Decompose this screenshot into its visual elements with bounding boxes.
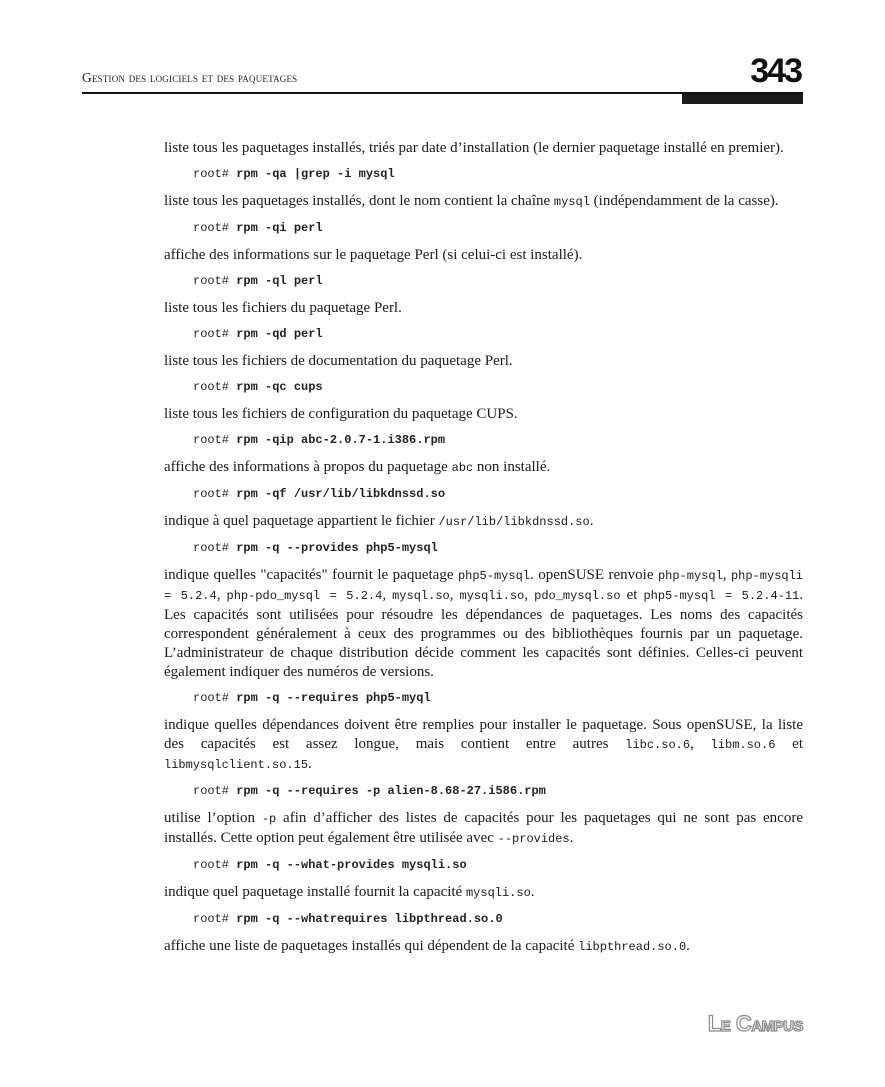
description-paragraph [164,716,803,775]
paragraph-text: , [722,567,731,583]
inline-code: libc.so.6 [625,738,691,752]
paragraph-text: indique à quel paquetage appartient le fichier [164,513,439,529]
shell-prompt: root# [193,858,237,872]
inline-code: libmysqlclient.so.15 [164,758,309,772]
shell-prompt: root# [193,221,237,235]
paragraph-text: indique quelles "capacités" fournit le paquetage [164,567,458,583]
inline-code: php5-mysql [457,569,530,583]
shell-command: rpm -qa |grep -i mysql [236,167,395,181]
inline-code: mysqli.so [459,589,525,603]
command-example [193,379,803,395]
paragraph-text: liste tous les fichiers du paquetage Perl. [164,300,402,316]
paragraph-text: . Les capacités sont utilisées pour résoudre les dépendances de paquetages. Les noms des capacités correspondent généralement à ceux des programmes ou des bibliothèques fournis par un paquetage. L’administrateur de chaque distribution décide comment les capacités sont définies. Celles-ci peuvent également indiquer des numéros de versions. [164,587,804,680]
chapter-title: Gestion des logiciels et des paquetages [82,70,298,85]
description-paragraph [164,299,803,318]
paragraph-text: affiche des informations sur le paquetage Perl (si celui-ci est installé). [164,247,583,263]
paragraph-text: indique quelles dépendances doivent être remplies pour installer le paquetage. Sous openSUSE, la liste des capacités est assez longue, mais contient entre autres [164,717,803,752]
inline-code: /usr/lib/libkdnssd.so [438,515,590,529]
paragraph-text: . [569,830,574,846]
description-paragraph [164,809,803,849]
shell-command: rpm -ql perl [236,274,323,288]
paragraph-text: , [216,587,227,603]
paragraph-text: , [382,587,393,603]
paragraph-text: affiche une liste de paquetages installés qui dépendent de la capacité [164,938,579,954]
inline-code: mysqli.so [465,886,531,900]
description-paragraph [164,512,803,532]
paragraph-text: . [589,513,594,529]
shell-command: rpm -qi perl [236,221,323,235]
shell-command: rpm -qip abc-2.0.7-1.i386.rpm [236,433,446,447]
shell-command: rpm -q --what-provides mysqli.so [236,858,467,872]
description-paragraph [164,405,803,424]
paragraph-text: , [690,736,711,752]
shell-prompt: root# [193,541,237,555]
inline-code: libpthread.so.0 [578,940,687,954]
command-example [193,857,803,873]
command-example [193,432,803,448]
paragraph-text: (indépendamment de la casse). [589,193,779,209]
inline-code: libm.so.6 [710,738,776,752]
shell-prompt: root# [193,380,237,394]
paragraph-text: affiche des informations à propos du paquetage [164,459,452,475]
shell-prompt: root# [193,327,237,341]
shell-prompt: root# [193,487,237,501]
command-example [193,166,803,182]
command-example [193,273,803,289]
paragraph-text: . [686,938,690,954]
description-paragraph [164,139,803,158]
paragraph-text: , [449,587,460,603]
shell-prompt: root# [193,167,237,181]
shell-command: rpm -qd perl [236,327,323,341]
description-paragraph [164,246,803,265]
command-example [193,326,803,342]
paragraph-text: indique quel paquetage installé fournit la capacité [164,884,466,900]
paragraph-text: . openSUSE renvoie [529,567,658,583]
page-number: 343 [750,52,801,90]
shell-prompt: root# [193,912,237,926]
paragraph-text: utilise l’option [164,810,262,826]
paragraph-text: afin d’afficher des listes de capacités pour les paquetages qui ne sont pas encore installés. Cette option peut également être utilisée avec [164,810,803,846]
shell-command: rpm -q --requires php5-myql [236,691,431,705]
command-example [193,486,803,502]
description-paragraph [164,192,803,212]
shell-prompt: root# [193,274,237,288]
description-paragraph [164,937,803,957]
paragraph-text: liste tous les fichiers de documentation du paquetage Perl. [164,353,513,369]
shell-command: rpm -q --whatrequires libpthread.so.0 [236,912,503,926]
shell-command: rpm -q --provides php5-mysql [236,541,438,555]
paragraph-text: . [530,884,535,900]
description-paragraph [164,458,803,478]
shell-command: rpm -q --requires -p alien-8.68-27.i586.rpm [236,784,546,798]
description-paragraph [164,883,803,903]
inline-code: php-pdo_mysql = 5.2.4 [226,589,383,603]
description-paragraph [164,566,803,682]
inline-code: --provides [497,832,570,846]
page-body [164,139,803,965]
command-example [193,690,803,706]
paragraph-text: liste tous les fichiers de configuration du paquetage CUPS. [164,406,518,422]
running-header [82,48,803,94]
shell-prompt: root# [193,784,237,798]
paragraph-text: et [775,736,804,752]
paragraph-text: , [524,587,535,603]
description-paragraph [164,352,803,371]
inline-code: php-mysql [657,569,723,583]
inline-code: pdo_mysql.so [534,589,621,603]
paragraph-text: et [620,587,644,603]
paragraph-text: liste tous les paquetages installés, triés par date d’installation (le dernier paquetage installé en premier). [164,140,784,156]
shell-prompt: root# [193,691,237,705]
command-example [193,783,803,799]
inline-code: php-mysqli = 5.2.4 [164,569,803,603]
inline-code: abc [451,461,474,475]
command-example [193,220,803,236]
shell-command: rpm -qf /usr/lib/libkdnssd.so [236,487,446,501]
paragraph-text: . [308,756,312,772]
header-bar [682,94,803,104]
inline-code: -p [261,812,277,826]
command-example [193,911,803,927]
command-example [193,540,803,556]
publisher-logo: Le Campus [707,1011,803,1036]
inline-code: mysql.so [392,589,450,603]
inline-code: php5-mysql = 5.2.4-11 [643,589,800,603]
paragraph-text: non installé. [473,459,551,475]
shell-command: rpm -qc cups [236,380,323,394]
inline-code: mysql [553,195,590,209]
shell-prompt: root# [193,433,237,447]
paragraph-text: liste tous les paquetages installés, dont le nom contient la chaîne [164,193,554,209]
